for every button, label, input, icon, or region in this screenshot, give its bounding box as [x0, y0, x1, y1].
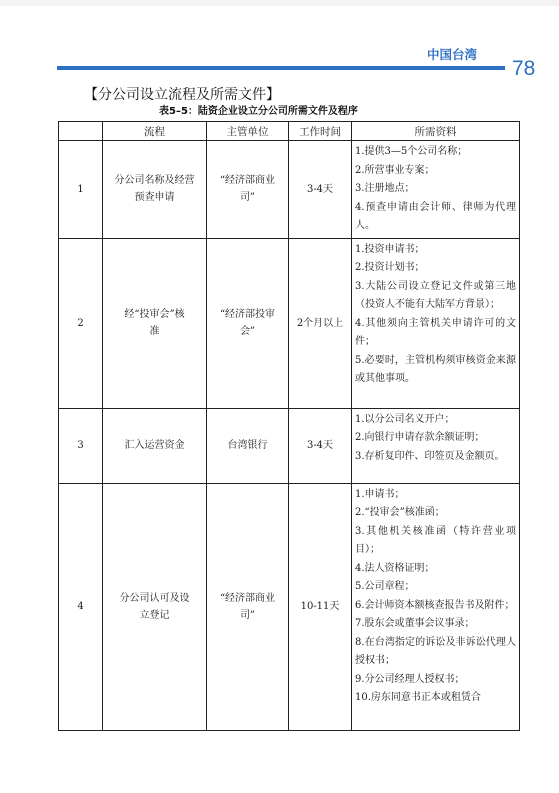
table-row [59, 141, 520, 239]
requirement-item: 1.投资申请书； [355, 243, 425, 255]
table-row [59, 238, 520, 408]
column-header-no [59, 122, 103, 141]
column-header-process: 流程 [103, 122, 207, 141]
section-title: 【分公司设立流程及所需文件】 [84, 87, 280, 103]
top-band [0, 0, 559, 6]
requirements-table [58, 121, 520, 731]
column-header-requirements: 所需资料 [352, 122, 520, 141]
row-number: 1 [59, 141, 103, 239]
requirement-item: 1.以分公司名义开户； [355, 413, 455, 425]
row-process: 汇入运营资金 [103, 408, 207, 483]
row-time: 3-4天 [289, 408, 352, 483]
requirement-item: 4.其他须向主管机关申请许可的文件； [355, 317, 516, 347]
requirement-item: 1.提供3—5个公司名称； [355, 146, 468, 157]
row-authority: 台湾银行 [207, 408, 289, 483]
requirement-item: 9.分公司经理人授权书； [355, 673, 465, 685]
requirement-item: 2.“投审会”核准函； [355, 507, 445, 518]
requirement-item: 5.公司章程； [355, 581, 415, 592]
requirement-item: 3.存析复印件、印签页及金额页。 [355, 450, 505, 462]
requirement-item: 1.申请书； [355, 488, 405, 500]
column-header-authority: 主管单位 [207, 122, 289, 141]
header-rule [57, 66, 505, 70]
requirement-item: 2.投资计划书； [355, 262, 425, 273]
row-time: 3-4天 [289, 141, 352, 239]
requirement-item: 10.房东同意书正本或租赁合 [355, 692, 481, 703]
row-time: 10-11天 [289, 483, 352, 730]
requirement-item: 3.其他机关核准函（特许营业项目）； [355, 525, 516, 555]
page-number: 78 [512, 57, 536, 80]
table-row [59, 483, 520, 730]
row-authority: “经济部商业司” [207, 483, 289, 730]
requirement-item: 3.注册地点； [355, 183, 415, 194]
column-header-time: 工作时间 [289, 122, 352, 141]
row-authority: “经济部商业司” [207, 141, 289, 239]
requirement-item: 3.大陆公司设立登记文件或第三地（投资人不能有大陆军方背景）； [355, 280, 516, 310]
row-requirements [352, 483, 520, 730]
requirement-item: 4.法人资格证明； [355, 562, 435, 574]
requirement-item: 4.预查申请由会计师、律师为代理人。 [355, 201, 516, 231]
row-number: 3 [59, 408, 103, 483]
row-requirements [352, 141, 520, 239]
requirements-list [355, 486, 516, 728]
table-header-row [59, 122, 520, 141]
row-process: 经“投审会”核准 [103, 238, 207, 408]
table-caption: 表5–5：陆资企业设立分公司所需文件及程序 [159, 106, 358, 117]
row-process: 分公司名称及经营预查申请 [103, 141, 207, 239]
row-requirements [352, 238, 520, 408]
requirement-item: 8.在台湾指定的诉讼及非诉讼代理人授权书； [355, 636, 516, 666]
row-authority: “经济部投审会” [207, 238, 289, 408]
requirement-item: 6.会计师资本额核查报告书及附件； [355, 599, 515, 611]
row-requirements [352, 408, 520, 483]
requirement-item: 5.必要时，主管机构须审核资金来源或其他事项。 [355, 354, 516, 384]
requirement-item: 2.所营事业专案； [355, 164, 435, 176]
row-time: 2个月以上 [289, 238, 352, 408]
row-number: 2 [59, 238, 103, 408]
requirement-item: 2.向银行申请存款余额证明； [355, 432, 485, 443]
header-region-label: 中国台湾 [427, 47, 478, 62]
row-process: 分公司认可及设立登记 [103, 483, 207, 730]
table-row [59, 408, 520, 483]
row-number: 4 [59, 483, 103, 730]
requirement-item: 7.股东会或董事会议事录； [355, 618, 475, 629]
